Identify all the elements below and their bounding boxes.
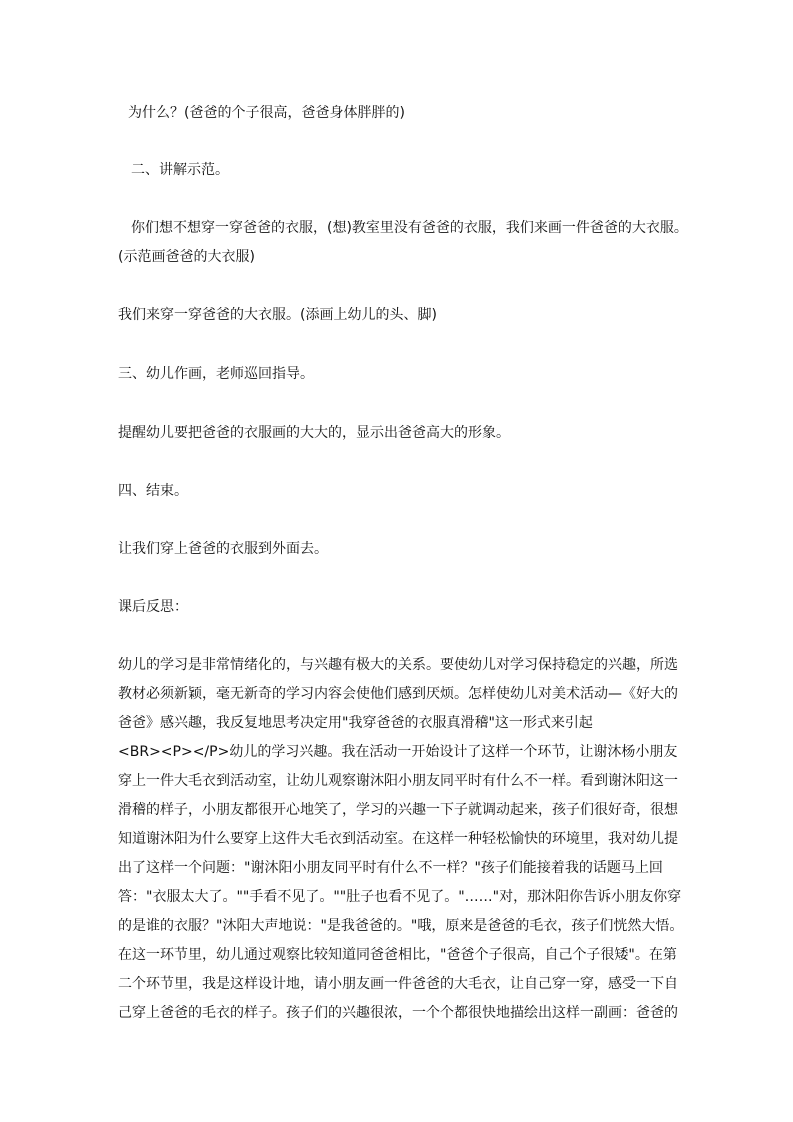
section-heading: 二、讲解示范。 — [131, 162, 229, 178]
paragraph-line: 答："衣服太大了。""手看不见了。""肚子也看不见了。"……"对，那沐阳你告诉小朋友你穿 — [118, 889, 682, 905]
text-line: (示范画爸爸的大衣服) — [118, 249, 255, 265]
paragraph-line: 爸爸》感兴趣，我反复地思考决定用"我穿爸爸的衣服真滑稽"这一形式来引起 — [118, 715, 593, 731]
paragraph-line: 己穿上爸爸的毛衣的样子。孩子们的兴趣很浓，一个个都很快地描绘出这样一副画：爸爸的 — [118, 1005, 678, 1021]
text-line: 为什么？(爸爸的个子很高，爸爸身体胖胖的) — [128, 105, 405, 121]
paragraph-line: 出了这样一个问题："谢沐阳小朋友同平时有什么不一样？"孩子们能接着我的话题马上回 — [118, 860, 663, 876]
section-heading: 四、结束。 — [118, 483, 188, 499]
paragraph-line: <BR><P></P>幼儿的学习兴趣。我在活动一开始设计了这样一个环节，让谢沐杨小朋友 — [118, 744, 678, 760]
paragraph-line: 在这一环节里，幼儿通过观察比较知道同爸爸相比，"爸爸个子很高，自己个子很矮"。在第 — [118, 947, 677, 963]
section-heading: 三、幼儿作画，老师巡回指导。 — [118, 366, 314, 382]
paragraph-line: 穿上一件大毛衣到活动室，让幼儿观察谢沐阳小朋友同平时有什么不一样。看到谢沐阳这一 — [118, 773, 678, 789]
paragraph-line: 滑稽的样子，小朋友都很开心地笑了，学习的兴趣一下子就调动起来，孩子们很好奇，很想 — [118, 802, 678, 818]
paragraph-line: 幼儿的学习是非常情绪化的，与兴趣有极大的关系。要使幼儿对学习保持稳定的兴趣，所选 — [118, 657, 678, 673]
section-heading: 课后反思： — [118, 599, 188, 615]
text-line: 提醒幼儿要把爸爸的衣服画的大大的，显示出爸爸高大的形象。 — [118, 425, 510, 441]
paragraph-line: 二个环节里，我是这样设计地，请小朋友画一件爸爸的大毛衣，让自己穿一穿，感受一下自 — [118, 976, 678, 992]
paragraph-line: 的是谁的衣服？"沐阳大声地说："是我爸爸的。"哦，原来是爸爸的毛衣，孩子们恍然大悟。 — [118, 918, 684, 934]
reflection-paragraph — [118, 651, 684, 1028]
paragraph-line: 知道谢沐阳为什么要穿上这件大毛衣到活动室。在这样一种轻松愉快的环境里，我对幼儿提 — [118, 831, 678, 847]
text-line: 让我们穿上爸爸的衣服到外面去。 — [118, 541, 328, 557]
text-line: 我们来穿一穿爸爸的大衣服。(添画上幼儿的头、脚) — [118, 307, 437, 323]
text-line: 你们想不想穿一穿爸爸的衣服，(想)教室里没有爸爸的衣服，我们来画一件爸爸的大衣服。 — [131, 220, 688, 236]
paragraph-line: 教材必须新颖，毫无新奇的学习内容会使他们感到厌烦。怎样使幼儿对美术活动—《好大的 — [118, 686, 678, 702]
